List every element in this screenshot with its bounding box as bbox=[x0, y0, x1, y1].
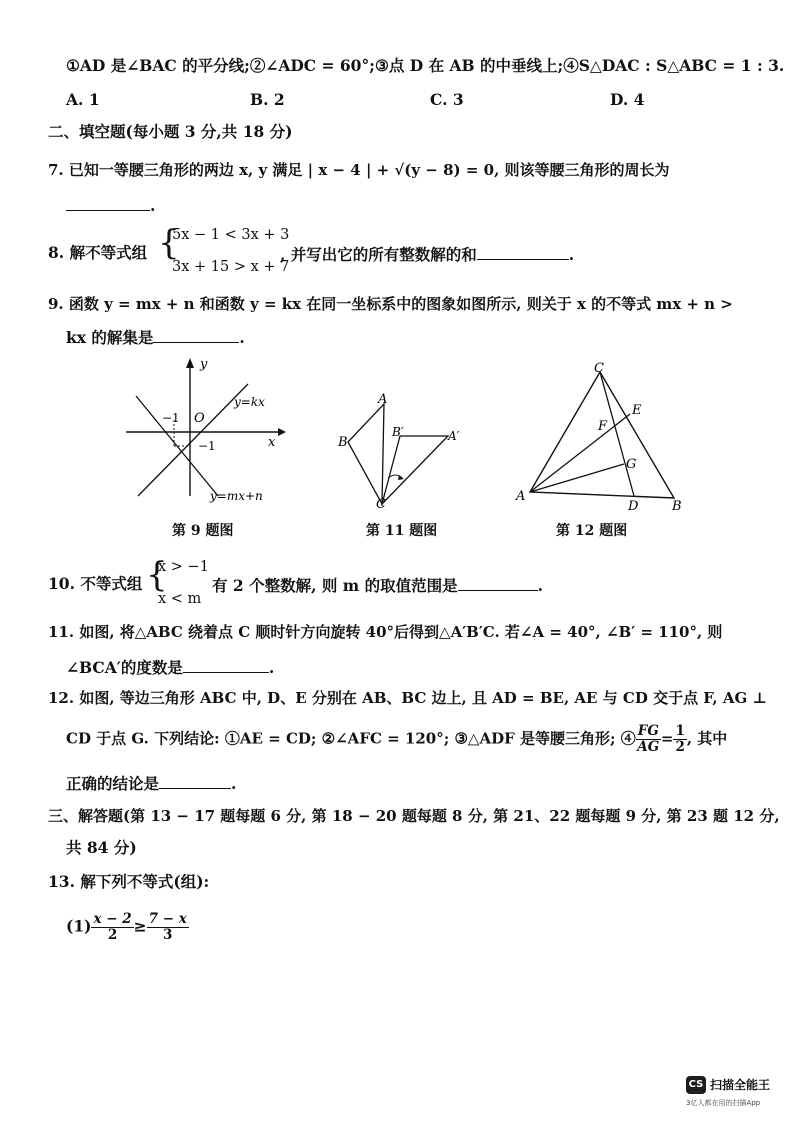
q7-blank[interactable] bbox=[66, 194, 150, 211]
triangle-apbpc bbox=[382, 436, 448, 504]
figure-12-caption: 第 12 题图 bbox=[556, 523, 628, 539]
choice-b: B. 2 bbox=[250, 90, 285, 109]
q10-brace: { bbox=[146, 555, 168, 595]
triangle-abc bbox=[530, 372, 674, 498]
y-axis-arrow bbox=[186, 358, 194, 368]
q8-prefix: 8. 解不等式组 bbox=[48, 243, 148, 262]
q13-heading: 13. 解下列不等式(组): bbox=[48, 872, 210, 891]
label-g: G bbox=[626, 457, 637, 472]
q8-ineq2: 3x + 15 > x + 7 bbox=[172, 259, 290, 275]
section2-heading: 二、填空题(每小题 3 分,共 18 分) bbox=[48, 122, 293, 141]
label-c: C bbox=[594, 361, 604, 376]
q8-blank[interactable] bbox=[477, 243, 569, 260]
q12-answer-line: 正确的结论是 . bbox=[66, 774, 237, 793]
label-b: B bbox=[338, 435, 348, 450]
q12-text: 12. 如图, 等边三角形 ABC 中, D、E 分别在 AB、BC 边上, 且 AD = BE, AE 与 CD 交于点 F, AG ⊥ bbox=[48, 689, 767, 707]
q7-answer-line: . bbox=[66, 194, 155, 216]
q10-ineq1: x > −1 bbox=[158, 559, 209, 575]
label-ap: A′ bbox=[448, 429, 460, 443]
q13-part1: (1) $\frac{x - 2}{2}$ ≥ $\frac{7 - x}{3}$ bbox=[66, 911, 187, 943]
label-y: y bbox=[200, 357, 208, 372]
label-x: x bbox=[268, 435, 276, 450]
q8-ineq1: 5x − 1 < 3x + 3 bbox=[172, 227, 290, 243]
line-y-kx bbox=[138, 384, 248, 496]
label-c: C bbox=[376, 497, 386, 512]
label-a: A bbox=[516, 489, 526, 504]
rotation-arrow bbox=[398, 475, 404, 480]
figure-11-caption: 第 11 题图 bbox=[366, 523, 438, 539]
q13-fraction-left: $\frac{x - 2}{2}$ bbox=[93, 911, 132, 943]
triangle-abc bbox=[348, 404, 384, 504]
camscanner-watermark bbox=[686, 1076, 786, 1116]
q10-suffix-line: 有 2 个整数解, 则 m 的取值范围是 . bbox=[212, 576, 543, 595]
q10-blank[interactable] bbox=[458, 574, 538, 591]
label-d: D bbox=[628, 499, 639, 514]
q12-statements: CD 于点 G. 下列结论: ①AE = CD; ②∠AFC = 120°; ③△ADF 是等腰三角形; ④ $\frac{FG}{AG}$ = $\frac{1}{2}$ , 其中 bbox=[66, 723, 728, 755]
q11-blank[interactable] bbox=[183, 656, 269, 673]
figure-12-diagram bbox=[510, 360, 690, 514]
figure-11-diagram bbox=[336, 392, 468, 512]
choice-a: A. 1 bbox=[66, 90, 100, 109]
camscanner-name: 扫描全能王 bbox=[710, 1078, 771, 1092]
q9-answer-line: kx 的解集是 . bbox=[66, 328, 245, 347]
label-a: A bbox=[378, 392, 388, 407]
q9-text: 9. 函数 y = mx + n 和函数 y = kx 在同一坐标系中的图象如图所示, 则关于 x 的不等式 mx + n > bbox=[48, 295, 733, 313]
label-neg1-x: −1 bbox=[162, 411, 180, 425]
camscanner-tagline: 3亿人都在用的扫描App bbox=[686, 1099, 761, 1107]
label-b: B bbox=[672, 499, 682, 514]
q8-brace: { bbox=[158, 223, 180, 263]
q8-suffix-line: , 并写出它的所有整数解的和 . bbox=[280, 245, 575, 264]
q6-choices bbox=[66, 90, 766, 110]
camscanner-logo-icon: CS bbox=[686, 1076, 706, 1094]
q12-fraction-half: $\frac{1}{2}$ bbox=[675, 723, 685, 755]
label-origin: O bbox=[194, 411, 205, 426]
choice-d: D. 4 bbox=[610, 90, 645, 109]
choice-c: C. 3 bbox=[430, 90, 464, 109]
q9-blank[interactable] bbox=[153, 326, 239, 343]
figure-9-graph bbox=[118, 356, 288, 506]
q11-answer-line: ∠BCA′的度数是 . bbox=[66, 658, 275, 677]
q13-fraction-right: $\frac{7 - x}{3}$ bbox=[148, 911, 187, 943]
label-neg1-y: −1 bbox=[198, 439, 216, 453]
q11-text: 11. 如图, 将△ABC 绕着点 C 顺时针方向旋转 40°后得到△A′B′C. 若∠A = 40°, ∠B′ = 110°, 则 bbox=[48, 623, 723, 641]
segment-ae bbox=[530, 414, 630, 492]
q7-text: 7. 已知一等腰三角形的两边 x, y 满足 | x − 4 | + √(y − 8) = 0, 则该等腰三角形的周长为 bbox=[48, 161, 670, 179]
q12-blank[interactable] bbox=[159, 772, 231, 789]
section3-heading: 三、解答题(第 13 − 17 题每题 6 分, 第 18 − 20 题每题 8 分, 第 21、22 题每题 9 分, 第 23 题 12 分, bbox=[48, 807, 780, 825]
q10-ineq2: x < m bbox=[158, 591, 202, 607]
label-e: E bbox=[632, 403, 642, 418]
label-bp: B′ bbox=[392, 425, 404, 439]
section3-heading-cont: 共 84 分) bbox=[66, 838, 137, 857]
label-kx: y=kx bbox=[234, 395, 265, 409]
q12-fraction-fg-ag: $\frac{FG}{AG}$ bbox=[637, 723, 660, 755]
x-axis-arrow bbox=[278, 428, 286, 436]
label-mxn: y=mx+n bbox=[210, 489, 263, 503]
q6-statements: ①AD 是∠BAC 的平分线;②∠ADC = 60°;③点 D 在 AB 的中垂线上;④S△DAC : S△ABC = 1 : 3. bbox=[66, 56, 785, 75]
figure-9-caption: 第 9 题图 bbox=[172, 523, 234, 539]
label-f: F bbox=[598, 419, 608, 434]
q10-prefix: 10. 不等式组 bbox=[48, 574, 143, 593]
